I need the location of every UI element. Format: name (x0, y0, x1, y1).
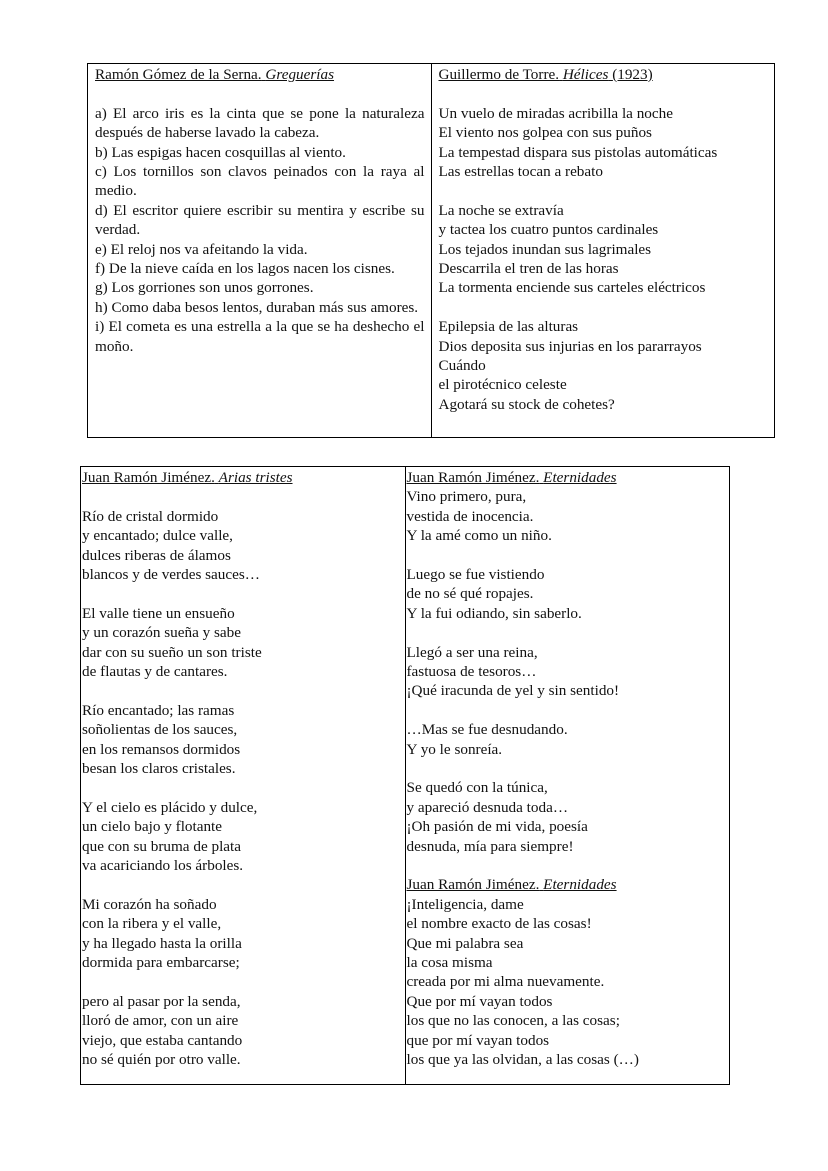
list-item: a) El arco iris es la cinta que se pone la naturaleza después de haberse lavado la cabeza. (95, 104, 425, 142)
helices-stanza (439, 201, 769, 298)
poem-line: Y la amé como un niño. (406, 527, 552, 545)
poem-line: los que ya las olvidan, a las cosas (…) (406, 1051, 639, 1069)
poem-line: Descarrila el tren de las horas (438, 260, 619, 278)
poem-stanza (82, 895, 403, 973)
eternidades-heading: Juan Ramón Jiménez. Eternidades (406, 469, 617, 486)
poem-line: y encantado; dulce valle, (82, 527, 233, 545)
poem-line: Luego se fue vistiendo (406, 566, 545, 584)
poem-line: Los tejados inundan sus lagrimales (438, 240, 652, 258)
poem-line: besan los claros cristales. (82, 760, 236, 778)
poem-stanza (82, 604, 403, 682)
poem-line: de no sé qué ropajes. (406, 585, 534, 603)
poem-line: dulces riberas de álamos (82, 546, 231, 564)
poem-line: …Mas se fue desnudando. (406, 721, 568, 739)
poem-stanza (407, 720, 728, 759)
poem-line: viejo, que estaba cantando (82, 1031, 243, 1049)
poem-line: soñolientas de los sauces, (82, 721, 238, 739)
poem-line: Y el cielo es plácido y dulce, (82, 798, 258, 816)
list-item: g) Los gorriones son unos gorrones. (95, 279, 314, 297)
poem-line: un cielo bajo y flotante (82, 818, 223, 836)
poem-line: Llegó a ser una reina, (406, 643, 538, 661)
poem-line: Vino primero, pura, (406, 488, 527, 506)
poem-line: ¡Inteligencia, dame (406, 895, 524, 913)
helices-cell (431, 64, 775, 438)
list-item: h) Como daba besos lentos, duraban más sus amores. (95, 298, 419, 316)
eternidades-cell (405, 467, 730, 1085)
arias-tristes-heading: Juan Ramón Jiménez. Arias tristes (82, 469, 293, 486)
poem-line: Epilepsia de las alturas (438, 318, 579, 336)
poem-stanza (407, 643, 728, 701)
poem-stanza (407, 895, 728, 1070)
list-item: c) Los tornillos son clavos peinados con la raya al medio. (95, 163, 425, 200)
poem-stanza (82, 701, 403, 779)
juan-ramon-jimenez-table (80, 466, 730, 1085)
poem-line: lloró de amor, con un aire (82, 1012, 239, 1030)
list-item: d) El escritor quiere escribir su mentira y escribe su verdad. (95, 201, 425, 239)
poem-line: ¡Oh pasión de mi vida, poesía (406, 818, 588, 836)
poem-line: blancos y de verdes sauces… (82, 566, 260, 584)
poem-stanza (407, 487, 728, 545)
greguerias-helices-table (87, 63, 775, 438)
poem-line: en los remansos dormidos (82, 740, 241, 758)
poem-line: y ha llegado hasta la orilla (82, 934, 242, 952)
poem-line: con la ribera y el valle, (82, 915, 222, 933)
poem-line: los que no las conocen, a las cosas; (406, 1012, 620, 1030)
poem-line: y apareció desnuda toda… (406, 798, 569, 816)
poem-line: Un vuelo de miradas acribilla la noche (438, 104, 673, 122)
poem-line: dormida para embarcarse; (82, 954, 240, 972)
poem-line: va acariciando los árboles. (82, 857, 244, 875)
poem-line: El valle tiene un ensueño (82, 604, 235, 622)
helices-stanza (439, 317, 769, 414)
greguerias-list (95, 104, 425, 356)
poem-line: que por mí vayan todos (406, 1031, 550, 1049)
list-item: i) El cometa es una estrella a la que se ha deshecho el moño. (95, 318, 425, 355)
poem-line: vestida de inocencia. (406, 507, 534, 525)
poem-stanza (82, 798, 403, 876)
poem-line: Y la fui odiando, sin saberlo. (406, 604, 582, 622)
poem-line: La noche se extravía (438, 201, 564, 219)
greguerias-cell (88, 64, 432, 438)
helices-heading: Guillermo de Torre. Hélices (1923) (438, 66, 653, 83)
poem-line: El viento nos golpea con sus puños (438, 124, 652, 142)
poem-line: que con su bruma de plata (82, 837, 241, 855)
poem-line: el nombre exacto de las cosas! (406, 915, 592, 933)
poem-line: Y yo le sonreía. (406, 740, 503, 758)
poem-stanza (82, 507, 403, 585)
poem-line: creada por mi alma nuevamente. (406, 973, 605, 991)
poem-stanza (82, 992, 403, 1070)
poem-line: Agotará su stock de cohetes? (438, 395, 615, 413)
poem-line: La tormenta enciende sus carteles eléctricos (438, 279, 706, 297)
poem-line: ¡Qué iracunda de yel y sin sentido! (406, 682, 620, 700)
poem-line: Río encantado; las ramas (82, 701, 235, 719)
poem-line: desnuda, mía para siempre! (406, 837, 574, 855)
poem-line: dar con su sueño un son triste (82, 643, 262, 661)
poem-line: la cosa misma (406, 954, 493, 972)
helices-stanza (439, 104, 769, 182)
poem-line: no sé quién por otro valle. (82, 1051, 241, 1069)
list-item: f) De la nieve caída en los lagos nacen los cisnes. (95, 260, 395, 278)
poem-line: el pirotécnico celeste (438, 376, 567, 394)
poem-line: Dios deposita sus injurias en los pararrayos (438, 337, 702, 355)
poem-stanza (407, 778, 728, 856)
poem-line: Cuándo (438, 357, 486, 375)
poem-line: y un corazón sueña y sabe (82, 624, 241, 642)
poem-line: fastuosa de tesoros… (406, 663, 537, 681)
poem-stanza (407, 565, 728, 623)
poem-line: Mi corazón ha soñado (82, 895, 217, 913)
poem-line: La tempestad dispara sus pistolas automáticas (438, 143, 718, 161)
poem-line: Se quedó con la túnica, (406, 779, 548, 797)
eternidades-heading-2: Juan Ramón Jiménez. Eternidades (406, 876, 617, 894)
greguerias-heading: Ramón Gómez de la Serna. Greguerías (95, 66, 335, 83)
list-item: e) El reloj nos va afeitando la vida. (95, 240, 308, 258)
poem-line: Río de cristal dormido (82, 507, 219, 525)
poem-line: Las estrellas tocan a rebato (438, 163, 603, 181)
poem-line: de flautas y de cantares. (82, 663, 228, 681)
arias-tristes-cell (81, 467, 406, 1085)
poem-line: Que mi palabra sea (406, 934, 524, 952)
poem-line: Que por mí vayan todos (406, 992, 553, 1010)
list-item: b) Las espigas hacen cosquillas al viento. (95, 143, 346, 161)
poem-line: y tactea los cuatro puntos cardinales (438, 221, 659, 239)
poem-line: pero al pasar por la senda, (82, 992, 241, 1010)
